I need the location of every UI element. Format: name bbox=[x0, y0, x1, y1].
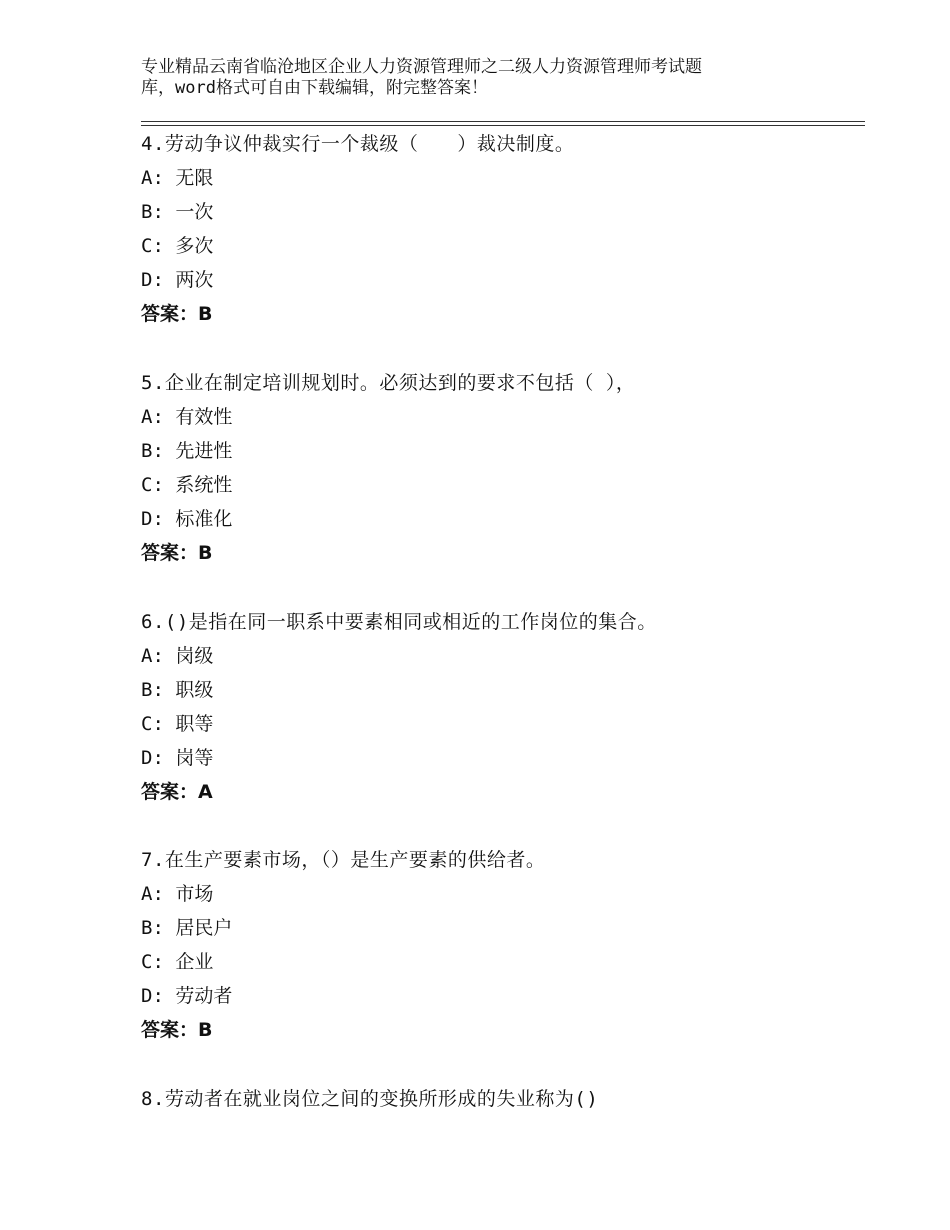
question-7 bbox=[141, 843, 865, 1047]
option-b: B: 居民户 bbox=[141, 917, 233, 939]
answer-label: 答案：B bbox=[141, 303, 213, 325]
question-stem: 7.在生产要素市场，（）是生产要素的供给者。 bbox=[141, 849, 546, 871]
option-d: D: 两次 bbox=[141, 269, 214, 291]
document-header bbox=[141, 57, 781, 99]
option-c: C: 职等 bbox=[141, 713, 214, 735]
question-stem: 4.劳动争议仲裁实行一个裁级（ ）裁决制度。 bbox=[141, 133, 575, 155]
header-line-1: 专业精品云南省临沧地区企业人力资源管理师之二级人力资源管理师考试题 bbox=[141, 57, 702, 77]
option-d: D: 劳动者 bbox=[141, 985, 233, 1007]
option-a: A: 无限 bbox=[141, 167, 214, 189]
question-6 bbox=[141, 605, 865, 809]
question-stem: 8.劳动者在就业岗位之间的变换所形成的失业称为() bbox=[141, 1088, 599, 1110]
option-c: C: 多次 bbox=[141, 235, 214, 257]
option-b: B: 一次 bbox=[141, 201, 214, 223]
option-d: D: 标准化 bbox=[141, 508, 233, 530]
question-5 bbox=[141, 366, 865, 570]
header-divider-top bbox=[141, 121, 865, 122]
answer-label: 答案：A bbox=[141, 781, 213, 803]
question-stem: 5.企业在制定培训规划时。必须达到的要求不包括（ ）， bbox=[141, 372, 636, 394]
option-b: B: 职级 bbox=[141, 679, 214, 701]
question-4 bbox=[141, 127, 865, 331]
option-c: C: 企业 bbox=[141, 951, 214, 973]
option-c: C: 系统性 bbox=[141, 474, 233, 496]
option-a: A: 市场 bbox=[141, 883, 214, 905]
answer-label: 答案：B bbox=[141, 542, 213, 564]
option-a: A: 岗级 bbox=[141, 645, 214, 667]
question-stem: 6.()是指在同一职系中要素相同或相近的工作岗位的集合。 bbox=[141, 611, 657, 633]
header-divider-bottom bbox=[141, 125, 865, 126]
answer-label: 答案：B bbox=[141, 1019, 213, 1041]
option-a: A: 有效性 bbox=[141, 406, 233, 428]
header-line-2: 库，word格式可自由下载编辑，附完整答案！ bbox=[141, 78, 488, 98]
question-8 bbox=[141, 1082, 865, 1116]
option-d: D: 岗等 bbox=[141, 747, 214, 769]
option-b: B: 先进性 bbox=[141, 440, 233, 462]
